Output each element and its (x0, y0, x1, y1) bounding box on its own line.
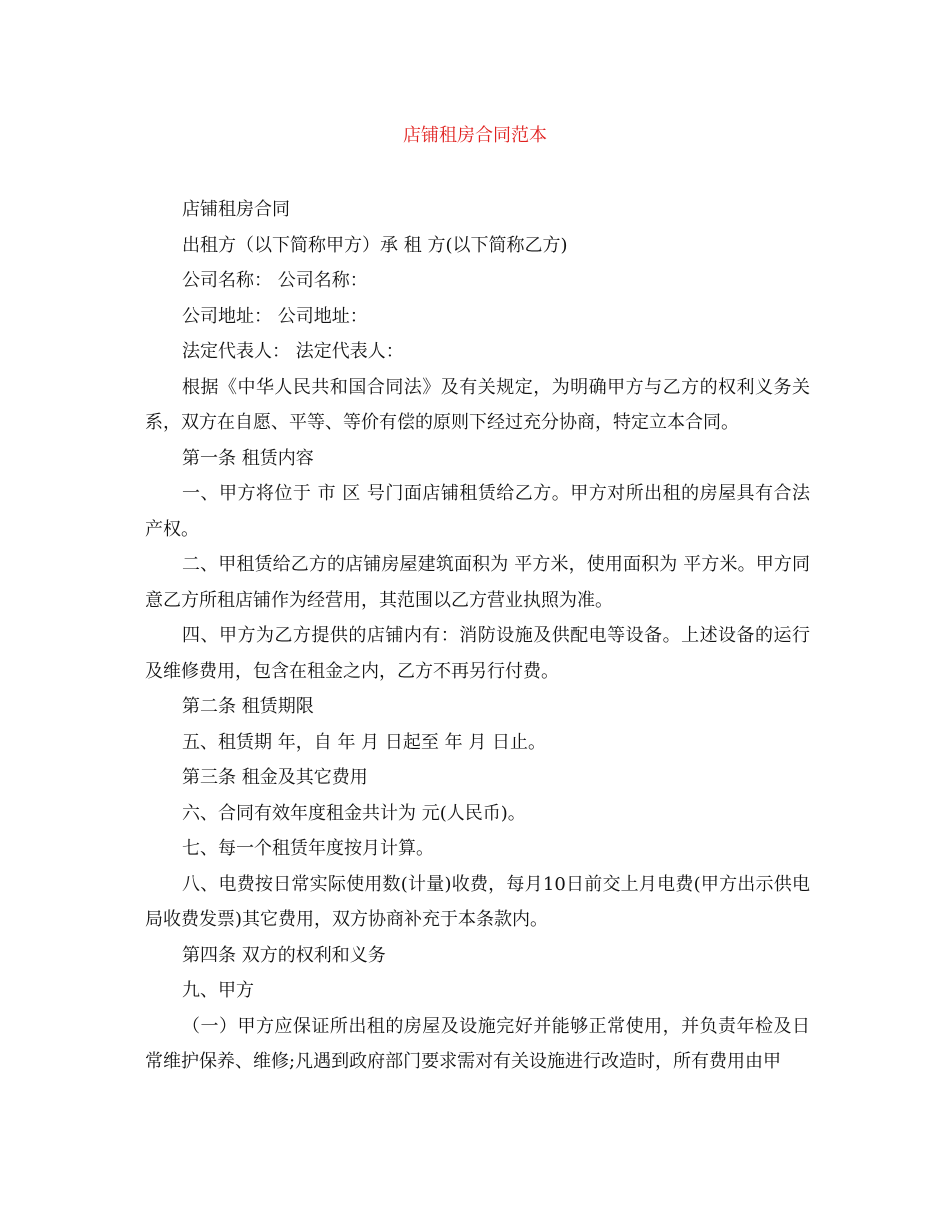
section-heading: 第四条 双方的权利和义务 (182, 944, 386, 966)
paragraph: 一、甲方将位于 市 区 号门面店铺租赁给乙方。甲方对所出租的房屋具有合法产权。 (145, 483, 810, 540)
paragraph: （一）甲方应保证所出租的房屋及设施完好并能够正常使用，并负责年检及日常维护保养、维修;凡遇到政府部门要求需对有关设施进行改造时，所有费用由甲 (145, 1015, 810, 1072)
section-heading: 第一条 租赁内容 (182, 447, 314, 469)
document-body (145, 192, 810, 1080)
paragraph: 七、每一个租赁年度按月计算。 (182, 838, 434, 859)
paragraph: 公司名称： 公司名称： (182, 270, 368, 291)
paragraph: 出租方（以下简称甲方）承 租 方(以下简称乙方) (182, 234, 568, 256)
paragraph: 六、合同有效年度租金共计为 元(人民币)。 (182, 802, 526, 824)
section-heading: 第二条 租赁期限 (182, 696, 314, 717)
paragraph: 法定代表人： 法定代表人： (182, 341, 404, 362)
paragraph: 根据《中华人民共和国合同法》及有关规定，为明确甲方与乙方的权利义务关系，双方在自愿、平等、等价有偿的原则下经过充分协商，特定立本合同。 (145, 376, 810, 433)
paragraph: 店铺租房合同 (182, 199, 290, 220)
paragraph: 五、租赁期 年，自 年 月 日起至 年 月 日止。 (182, 731, 547, 753)
paragraph: 八、电费按日常实际使用数(计量)收费，每月10日前交上月电费(甲方出示供电局收费发票)其它费用，双方协商补充于本条款内。 (145, 873, 810, 930)
paragraph: 四、甲方为乙方提供的店铺内有：消防设施及供配电等设备。上述设备的运行及维修费用，包含在租金之内，乙方不再另行付费。 (145, 625, 810, 682)
document-title: 店铺租房合同范本 (403, 125, 547, 146)
paragraph: 二、甲租赁给乙方的店铺房屋建筑面积为 平方米，使用面积为 平方米。甲方同意乙方所租店铺作为经营用，其范围以乙方营业执照为准。 (145, 554, 810, 611)
paragraph: 九、甲方 (182, 980, 254, 1001)
section-heading: 第三条 租金及其它费用 (182, 767, 368, 788)
paragraph: 公司地址： 公司地址： (182, 305, 368, 327)
